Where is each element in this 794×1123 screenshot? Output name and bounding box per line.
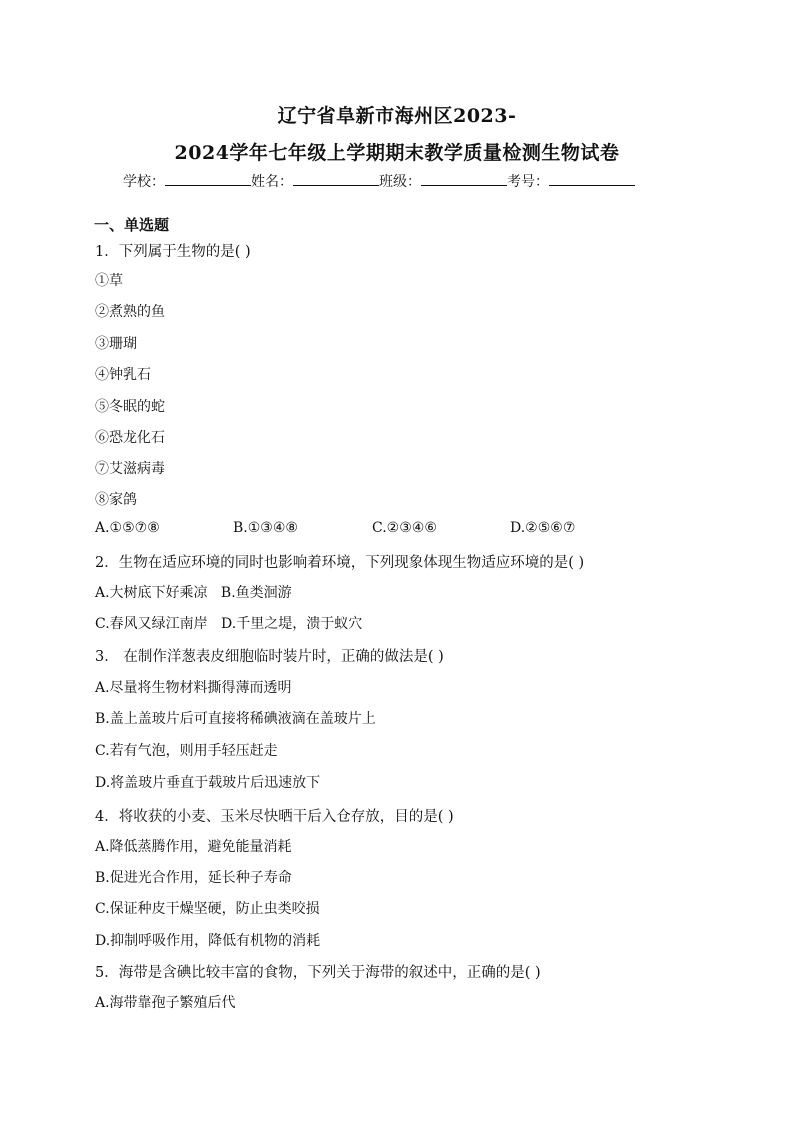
question-5-option-a: A.海带靠孢子繁殖后代 [95,995,236,1011]
question-4-stem: 4．将收获的小麦、玉米尽快晒干后入仓存放，目的是( ) [95,809,454,825]
question-1-item: ⑤冬眠的蛇 [95,399,165,415]
question-2-options-row-1: A.大树底下好乘凉 B.鱼类洄游 [95,585,292,601]
question-1-stem: 1．下列属于生物的是( ) [95,244,251,260]
exam-title-line-2: 2024学年七年级上学期期末教学质量检测生物试卷 [174,142,620,164]
question-1-item: ⑦艾滋病毒 [95,461,165,477]
student-info-row [123,171,635,191]
question-3-stem: 3． 在制作洋葱表皮细胞临时装片时，正确的做法是( ) [95,649,444,665]
exam-number-blank [549,171,635,186]
school-blank [165,171,251,186]
class-label: 班级： [379,174,421,190]
question-4-option-a: A.降低蒸腾作用，避免能量消耗 [95,839,292,855]
class-blank [421,171,507,186]
question-2-stem: 2．生物在适应环境的同时也影响着环境，下列现象体现生物适应环境的是( ) [95,555,585,571]
question-3-option-d: D.将盖玻片垂直于载玻片后迅速放下 [95,775,321,791]
exam-number-label: 考号： [507,174,549,190]
question-1-item: ⑧家鸽 [95,492,137,508]
name-label: 姓名： [251,174,293,190]
question-1-option-d: D.②⑤⑥⑦ [510,520,576,536]
school-label: 学校： [123,174,165,190]
question-1-option-c: C.②③④⑥ [372,520,437,536]
question-4-option-c: C.保证种皮干燥坚硬，防止虫类咬损 [95,901,320,917]
question-1-item: ⑥恐龙化石 [95,430,165,446]
question-5-stem: 5．海带是含碘比较丰富的食物，下列关于海带的叙述中，正确的是( ) [95,965,541,981]
question-1-item: ①草 [95,273,123,289]
question-3-option-a: A.尽量将生物材料撕得薄而透明 [95,680,292,696]
section-heading-single-choice: 一、单选题 [94,216,170,234]
question-1-item: ④钟乳石 [95,367,151,383]
exam-title-line-1: 辽宁省阜新市海州区2023- [277,105,517,127]
question-1-option-a: A.①⑤⑦⑧ [95,520,160,536]
question-3-option-b: B.盖上盖玻片后可直接将稀碘液滴在盖玻片上 [95,711,376,727]
question-2-options-row-2: C.春风又绿江南岸 D.千里之堤，溃于蚁穴 [95,616,363,632]
question-4-option-d: D.抑制呼吸作用，降低有机物的消耗 [95,933,321,949]
question-1-option-b: B.①③④⑧ [233,520,298,536]
question-3-option-c: C.若有气泡，则用手轻压赶走 [95,743,278,759]
question-1-item: ③珊瑚 [95,336,137,352]
name-blank [293,171,379,186]
question-1-item: ②煮熟的鱼 [95,304,165,320]
question-4-option-b: B.促进光合作用，延长种子寿命 [95,870,292,886]
